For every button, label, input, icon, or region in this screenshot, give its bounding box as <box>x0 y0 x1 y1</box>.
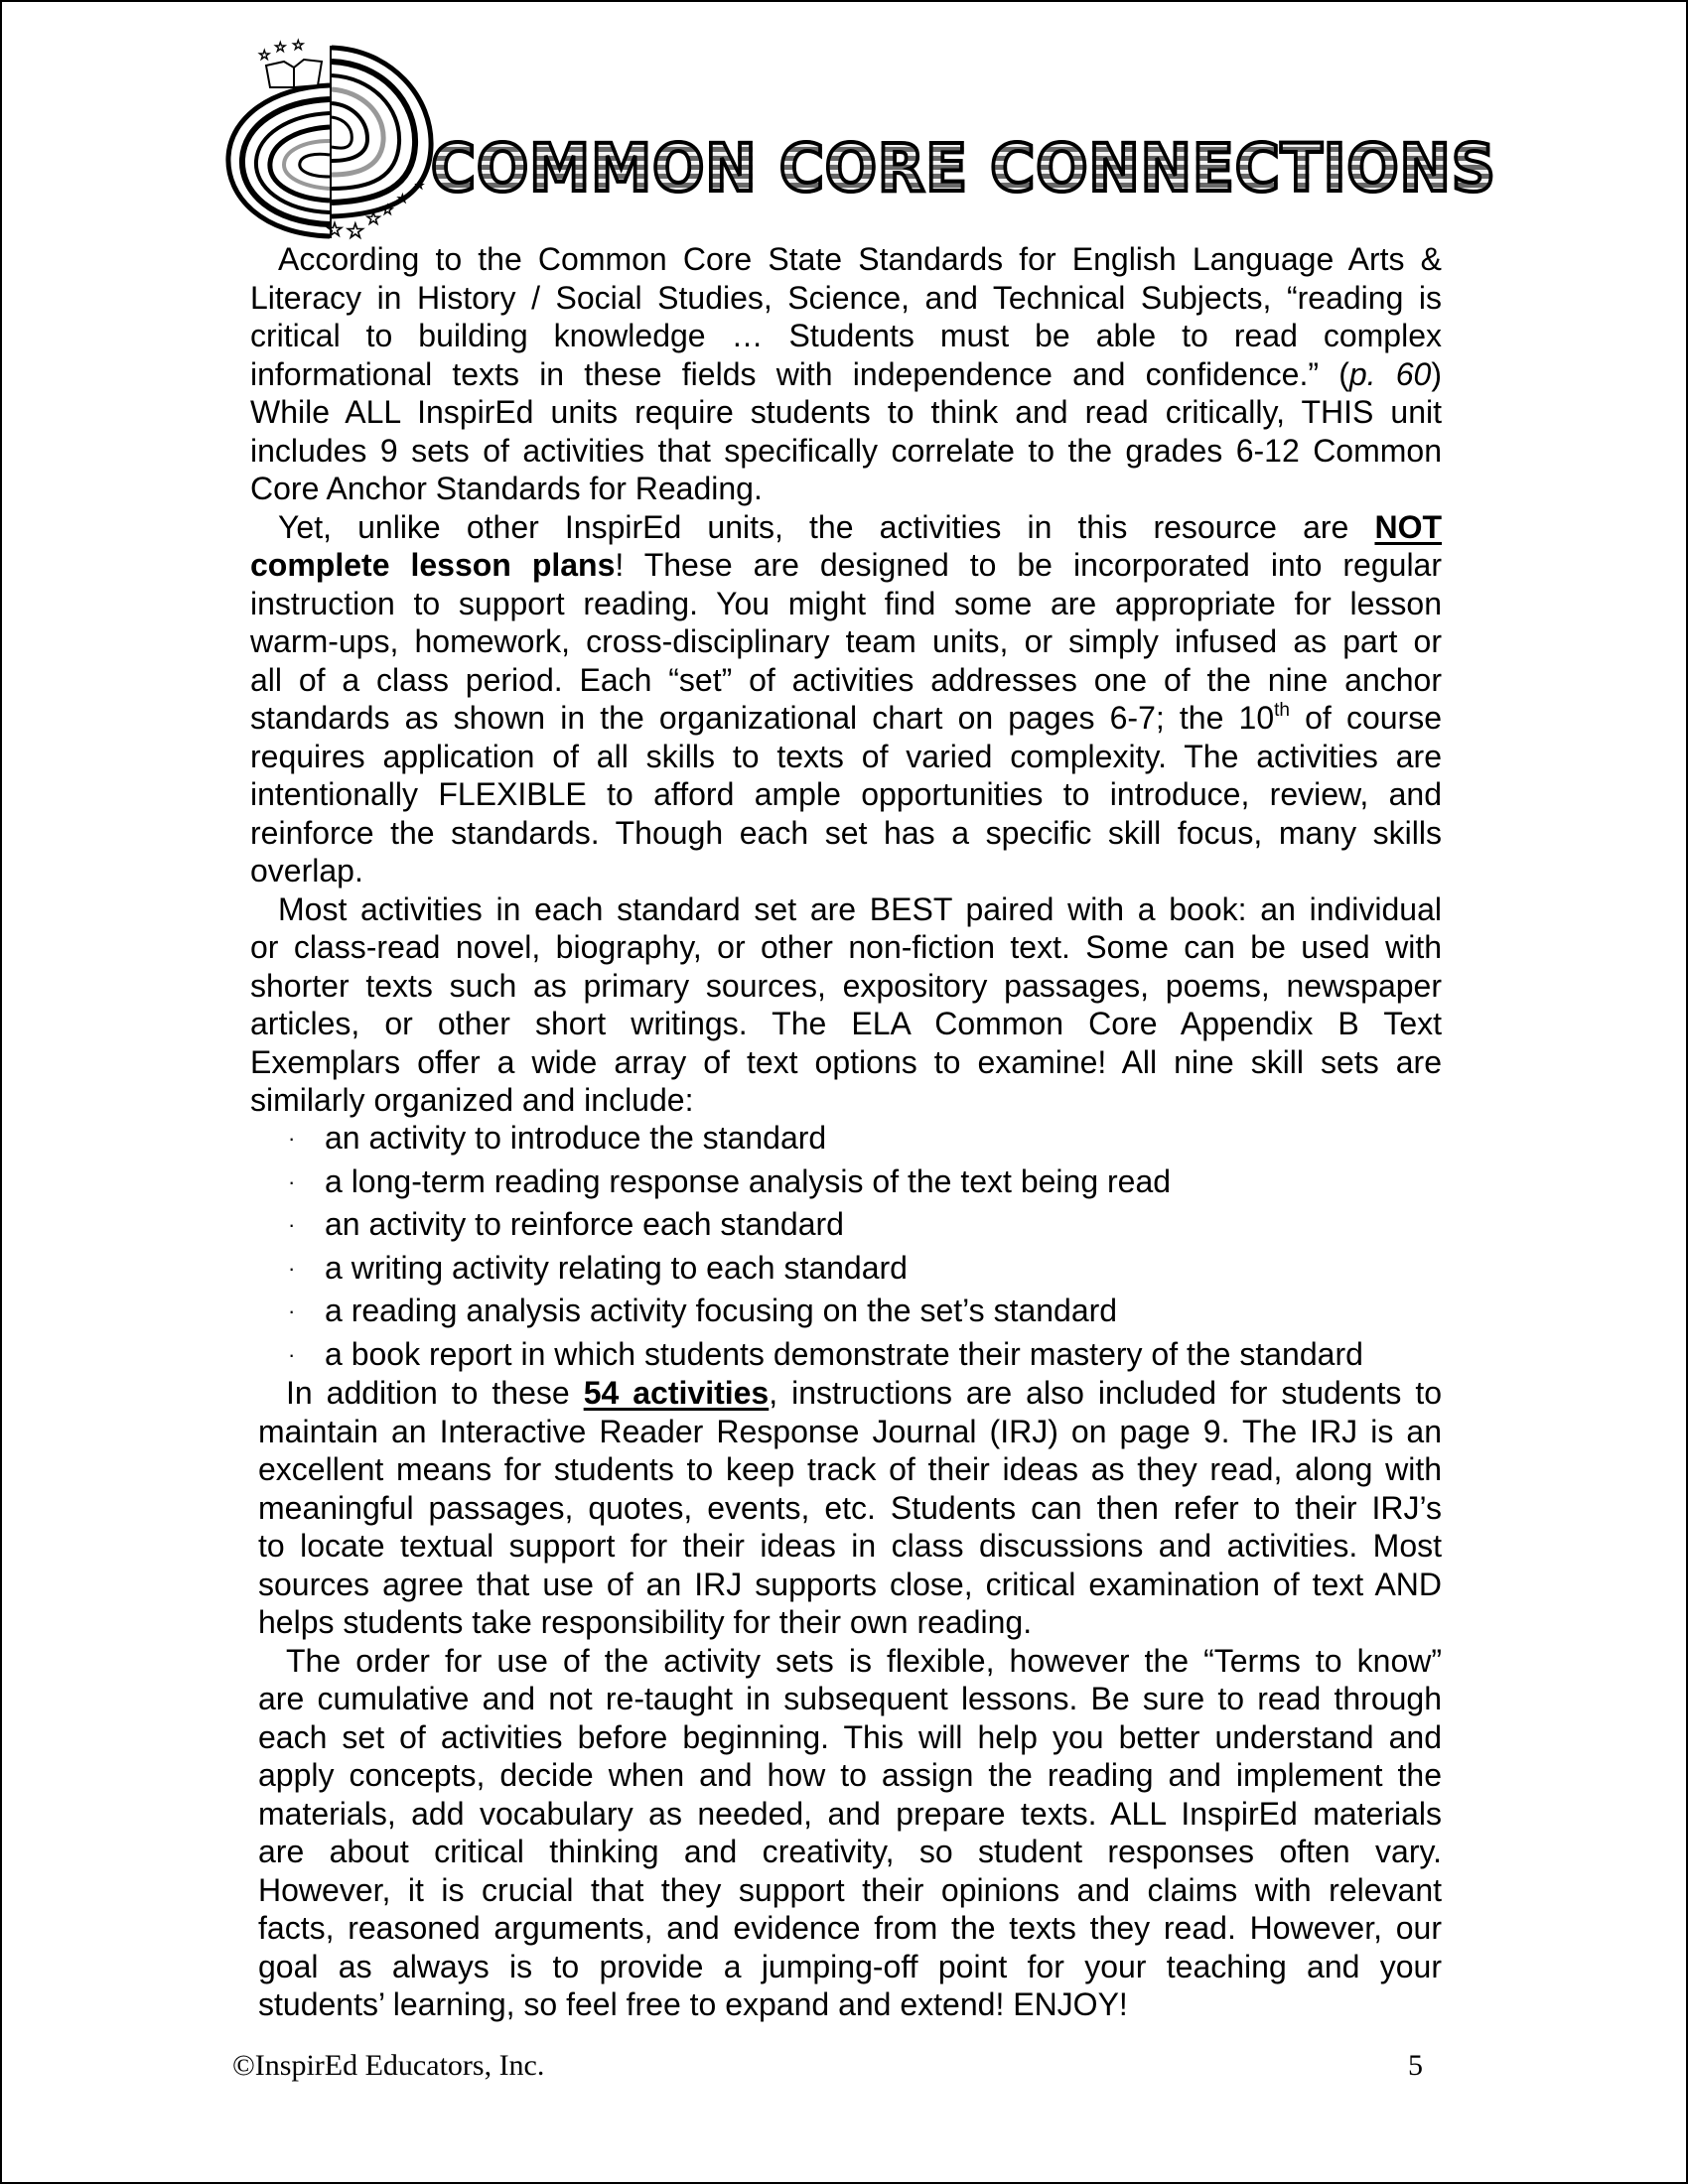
text-run: Core Anchor Standards for Reading. <box>250 471 763 506</box>
bullet-icon: · <box>288 1126 296 1151</box>
text-run: shorter texts such as primary sources, expository passages, poems, newspaper <box>250 967 1442 1004</box>
list-item <box>250 1290 1462 1333</box>
text-line <box>258 1527 1442 1566</box>
page-number: 5 <box>1408 2049 1423 2082</box>
list-item-text: a reading analysis activity focusing on the set’s standard <box>325 1293 1118 1328</box>
text-line <box>258 1374 1442 1413</box>
text-run: students’ learning, so feel free to expand and extend! ENJOY! <box>258 1986 1128 2022</box>
text-run: of course <box>1290 700 1443 736</box>
text-run: apply concepts, decide when and how to assign the reading and implement the <box>258 1757 1442 1793</box>
text-line <box>250 508 1442 547</box>
text-line <box>250 661 1442 700</box>
text-run: sources agree that use of an IRJ supports close, critical examination of text AND <box>258 1566 1442 1602</box>
list-item-text: an activity to reinforce each standard <box>325 1206 844 1242</box>
text-line <box>250 814 1442 853</box>
list-item <box>250 1247 1462 1291</box>
text-run: includes 9 sets of activities that specifically correlate to the grades 6-12 Common <box>250 432 1442 469</box>
paragraph <box>250 508 1442 890</box>
closing-paragraphs <box>258 1374 1442 2024</box>
text-line <box>250 622 1442 661</box>
text-run: While ALL InspirEd units require students to think and read critically, THIS unit <box>250 394 1442 430</box>
text-line <box>258 1642 1442 1681</box>
text-line <box>258 1718 1442 1757</box>
text-line <box>258 1985 1442 2024</box>
text-line <box>258 1450 1442 1489</box>
bullet-icon: · <box>288 1298 296 1323</box>
text-run: materials, add vocabulary as needed, and prepare texts. ALL InspirEd materials <box>258 1795 1442 1832</box>
emphasis-text: 54 activities <box>583 1375 770 1411</box>
activity-list <box>250 1117 1462 1376</box>
text-line <box>250 1005 1442 1043</box>
text-line <box>250 967 1442 1006</box>
list-item <box>250 1333 1462 1377</box>
text-run: maintain an Interactive Reader Response Journal (IRJ) on page 9. The IRJ is an <box>258 1413 1442 1449</box>
text-run: Exemplars offer a wide array of text options to examine! All nine skill sets are <box>250 1043 1442 1080</box>
text-run: warm-ups, homework, cross-disciplinary team units, or simply infused as part or <box>250 623 1442 659</box>
text-run: reinforce the standards. Though each set has a specific skill focus, many skills <box>250 814 1442 851</box>
spiral-book-stars-logo-icon <box>222 38 441 241</box>
text-line <box>250 432 1442 471</box>
text-run: each set of activities before beginning. This will help you better understand and <box>258 1718 1442 1755</box>
paragraph <box>250 240 1442 508</box>
text-run: or class-read novel, biography, or other non-fiction text. Some can be used with <box>250 929 1442 965</box>
list-item <box>250 1203 1462 1247</box>
text-line <box>250 355 1442 394</box>
text-line <box>258 1603 1442 1642</box>
text-run: overlap. <box>250 853 363 888</box>
list-item <box>250 1117 1462 1160</box>
svg-text:☆: ☆ <box>346 218 365 241</box>
text-run: ) <box>1431 355 1442 392</box>
text-line <box>250 546 1442 585</box>
text-run: goal as always is to provide a jumping-off point for your teaching and your <box>258 1948 1442 1984</box>
footer-copyright: ©InspirEd Educators, Inc. <box>232 2049 545 2082</box>
svg-text:☆: ☆ <box>292 39 305 54</box>
text-run: meaningful passages, quotes, events, etc. Students can then refer to their IRJ’s <box>258 1489 1442 1526</box>
text-line <box>250 775 1442 814</box>
text-run: The order for use of the activity sets is flexible, however the “Terms to know” <box>286 1642 1442 1679</box>
text-run: to locate textual support for their ideas in class discussions and activities. Most <box>258 1528 1442 1564</box>
text-run: are about critical thinking and creativity, so student responses often vary. <box>258 1834 1442 1869</box>
text-run: excellent means for students to keep track of their ideas as they read, along with <box>258 1451 1442 1487</box>
text-line <box>250 699 1442 738</box>
text-line <box>258 1948 1442 1986</box>
text-run: standards as shown in the organizational chart on pages 6-7; the 10 <box>250 700 1275 736</box>
text-line <box>258 1833 1442 1871</box>
text-run: all of a class period. Each “set” of activities addresses one of the nine anchor <box>250 661 1442 698</box>
list-item-text: a long-term reading response analysis of the text being read <box>325 1162 1172 1199</box>
text-line <box>250 240 1442 279</box>
text-line <box>258 1909 1442 1948</box>
text-run: are cumulative and not re-taught in subsequent lessons. Be sure to read through <box>258 1681 1442 1716</box>
paragraph <box>250 890 1442 1120</box>
text-line <box>258 1871 1442 1910</box>
text-line <box>250 585 1442 623</box>
text-run: Yet, unlike other InspirEd units, the activities in this resource are <box>278 508 1375 545</box>
text-line <box>250 1043 1442 1082</box>
text-line <box>258 1566 1442 1604</box>
emphasis-text: complete lesson plans <box>250 547 616 583</box>
text-line <box>250 852 1442 890</box>
list-item-text: a book report in which students demonstrate their mastery of the standard <box>325 1335 1363 1372</box>
paragraph <box>258 1642 1442 2024</box>
text-line <box>250 393 1442 432</box>
text-line <box>258 1489 1442 1528</box>
text-run: Literacy in History / Social Studies, Science, and Technical Subjects, “reading is <box>250 279 1442 316</box>
bullet-icon: · <box>288 1341 296 1367</box>
superscript: th <box>1274 700 1290 721</box>
list-item <box>250 1160 1462 1204</box>
emphasis-text: NOT <box>1374 508 1442 545</box>
svg-text:☆: ☆ <box>381 204 394 218</box>
svg-text:☆: ☆ <box>326 219 344 241</box>
text-line <box>250 470 1442 508</box>
text-run: In addition to these <box>286 1375 584 1411</box>
svg-text:☆: ☆ <box>397 192 408 205</box>
bullet-icon: · <box>288 1212 296 1237</box>
text-line <box>250 317 1442 355</box>
list-item-text: an activity to introduce the standard <box>325 1120 827 1156</box>
text-line <box>258 1756 1442 1795</box>
svg-text:☆: ☆ <box>274 41 287 56</box>
text-run: However, it is crucial that they support their opinions and claims with relevant <box>258 1871 1442 1908</box>
svg-text:☆: ☆ <box>258 49 271 64</box>
text-run: According to the Common Core State Standards for English Language Arts & <box>278 241 1442 277</box>
emphasis-text: p. 60 <box>1348 355 1432 392</box>
text-run: requires application of all skills to texts of varied complexity. The activities are <box>250 738 1442 774</box>
text-run: , instructions are also included for students to <box>769 1375 1443 1411</box>
text-run: ! These are designed to be incorporated into regular <box>615 547 1443 583</box>
list-item-text: a writing activity relating to each standard <box>325 1249 908 1286</box>
text-run: articles, or other short writings. The ELA Common Core Appendix B Text <box>250 1006 1442 1041</box>
text-run: Most activities in each standard set are BEST paired with a book: an individual <box>278 890 1442 927</box>
text-line <box>250 890 1442 929</box>
text-line <box>250 928 1442 967</box>
page-title: COMMON CORE CONNECTIONS <box>431 130 1496 206</box>
text-run: instruction to support reading. You might find some are appropriate for lesson <box>250 585 1442 621</box>
text-line <box>258 1413 1442 1451</box>
paragraph <box>258 1374 1442 1642</box>
text-run: facts, reasoned arguments, and evidence from the texts they read. However, our <box>258 1910 1442 1946</box>
text-line <box>250 738 1442 776</box>
text-run: intentionally FLEXIBLE to afford ample opportunities to introduce, review, and <box>250 776 1442 812</box>
bullet-icon: · <box>288 1168 296 1194</box>
text-line <box>258 1680 1442 1718</box>
text-run: similarly organized and include: <box>250 1082 694 1118</box>
bullet-icon: · <box>288 1255 296 1281</box>
text-line <box>258 1795 1442 1834</box>
text-line <box>250 279 1442 318</box>
text-run: helps students take responsibility for their own reading. <box>258 1604 1033 1640</box>
intro-paragraphs <box>250 240 1442 1120</box>
svg-text:☆: ☆ <box>365 208 382 228</box>
text-run: critical to building knowledge … Students must be able to read complex <box>250 318 1442 353</box>
svg-text:☆: ☆ <box>415 181 424 192</box>
text-run: informational texts in these fields with independence and confidence.” ( <box>250 355 1349 392</box>
text-line <box>250 1081 1442 1120</box>
